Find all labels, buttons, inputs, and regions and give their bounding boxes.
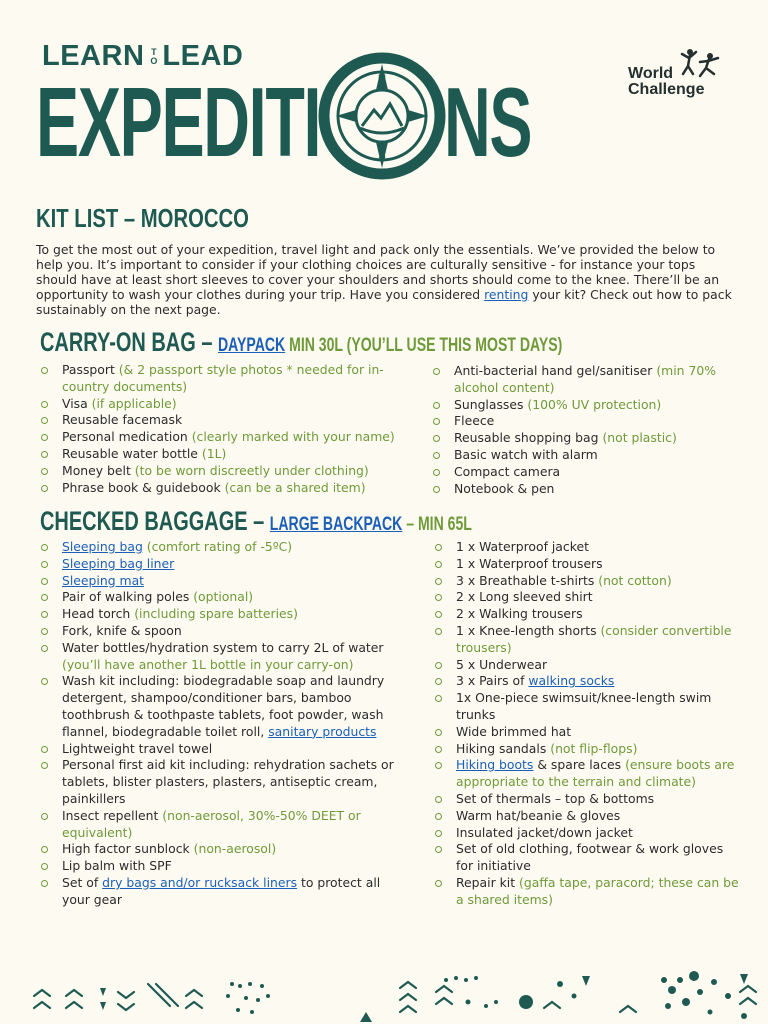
compass-logo-icon [318, 52, 446, 180]
item-text: Lip balm with SPF [62, 858, 172, 874]
carry-on-section-title: CARRY-ON BAG – DAYPACK MIN 30L (YOU’LL USE THIS MOST DAYS) [40, 327, 563, 357]
item-note: (min 70% alcohol content) [454, 363, 717, 395]
carry-on-list-left [40, 362, 410, 496]
list-item [40, 446, 410, 463]
item-text: 1 x Waterproof jacket [456, 539, 589, 554]
item-link[interactable]: dry bags and/or rucksack liners [102, 874, 298, 890]
item-text: Water bottles/hydration system to carry 2L of water [62, 639, 384, 655]
item-text: Reusable facemask [62, 412, 183, 428]
item-text: Money belt [62, 462, 135, 478]
list-item [40, 480, 410, 497]
list-item [40, 463, 410, 480]
renting-link[interactable]: renting [484, 287, 529, 302]
item-text: 1 x Waterproof trousers [456, 555, 603, 571]
item-text: 3 x Breathable t-shirts [456, 572, 599, 588]
item-note: (& 2 passport style photos * needed for in-country documents) [62, 362, 384, 394]
item-text: Fork, knife & spoon [62, 622, 182, 638]
list-item [40, 573, 410, 590]
item-text: Wash kit including: biodegradable soap and laundry detergent, shampoo/conditioner bars, bamboo toothbrush & toothpaste tablets, foot powder, wash flannel, biodegradable toilet roll, [62, 673, 385, 739]
list-item [40, 429, 410, 446]
list-item [432, 481, 742, 498]
item-text: Sunglasses [454, 396, 528, 412]
item-text: Personal medication [62, 429, 192, 445]
compass-n: N [378, 73, 386, 85]
list-item [434, 589, 739, 606]
list-item [432, 464, 742, 481]
item-text: Basic watch with alarm [454, 446, 598, 462]
list-item [40, 640, 410, 674]
item-note: (non-aerosol, 30%-50% DEET or equivalent) [62, 807, 361, 840]
kit-list-title: KIT LIST – MOROCCO [36, 203, 249, 233]
item-text: Set of old clothing, footwear & work gloves for initiative [456, 841, 724, 874]
list-item [434, 657, 739, 674]
list-item [434, 623, 739, 657]
item-text: Reusable water bottle [62, 445, 202, 461]
checked-list-right [434, 539, 739, 909]
item-note: (gaffa tape, paracord; these can be a shared items) [456, 874, 739, 907]
item-text: Notebook & pen [454, 480, 555, 496]
list-item [432, 413, 742, 430]
item-text: 3 x Pairs of [456, 673, 529, 689]
list-item [40, 757, 410, 807]
item-link[interactable]: Sleeping bag [62, 539, 143, 554]
item-text: 1x One-piece swimsuit/knee-length swim trunks [456, 690, 712, 722]
item-text: 5 x Underwear [456, 656, 548, 672]
item-link[interactable]: Sleeping mat [62, 572, 145, 588]
item-text: Anti-bacterial hand gel/sanitiser [454, 363, 657, 378]
list-item [40, 875, 410, 909]
learn-word: LEARN [42, 40, 145, 72]
list-item [40, 741, 410, 758]
item-text: & spare laces [533, 757, 626, 773]
list-item [434, 690, 739, 724]
item-note: (not plastic) [602, 430, 677, 446]
item-text: Pair of walking poles [62, 589, 194, 605]
item-text: Personal first aid kit including: rehydration sachets or tablets, blister plasters, plasters, antiseptic cream, painkillers [62, 757, 394, 806]
decorative-pattern [0, 962, 768, 1024]
item-note: (ensure boots are appropriate to the terrain and climate) [456, 757, 735, 790]
list-item [434, 841, 739, 875]
lead-word: LEAD [162, 40, 244, 72]
item-text: Fleece [454, 413, 495, 429]
item-link[interactable]: Sleeping bag liner [62, 555, 175, 571]
item-text: Hiking sandals [456, 740, 551, 756]
item-note: (1L) [201, 445, 227, 461]
item-link[interactable]: walking socks [528, 673, 615, 689]
item-text: Head torch [62, 606, 135, 622]
list-item [432, 363, 742, 397]
list-item [40, 556, 410, 573]
list-item [40, 539, 410, 556]
item-link[interactable]: Hiking boots [456, 757, 534, 773]
list-item [40, 623, 410, 640]
item-note: (including spare batteries) [134, 606, 298, 622]
item-text: Insect repellent [62, 807, 163, 823]
list-item [40, 808, 410, 842]
list-item [434, 808, 739, 825]
list-item [434, 825, 739, 842]
item-note: (100% UV protection) [527, 396, 662, 412]
list-item [40, 841, 410, 858]
item-note: (can be a shared item) [224, 479, 366, 495]
item-note: (you’ll have another 1L bottle in your carry-on) [62, 656, 354, 672]
item-text: High factor sunblock [62, 841, 194, 857]
list-item [432, 397, 742, 414]
item-note: (optional) [193, 589, 254, 605]
item-text: Set of thermals – top & bottoms [456, 790, 655, 806]
list-item [434, 606, 739, 623]
item-text: Reusable shopping bag [454, 430, 603, 446]
list-item [432, 430, 742, 447]
item-note: (not cotton) [598, 572, 672, 588]
list-item [40, 362, 410, 396]
item-text: to protect all your gear [62, 874, 381, 907]
list-item [40, 589, 410, 606]
intro-paragraph: To get the most out of your expedition, travel light and pack only the essentials. We’ve provided the below to help you. It’s important to consider if your clothing choices are culturally sensitive - for instance your tops should have at least short sleeves to cover your shoulders and shorts should come to the knee. There’ll be an opportunity to wash your clothes during your trip. Have you considered renting your kit? Check out how to pack sustainably on the next page. [36, 242, 732, 317]
to-mark: T O [150, 46, 158, 66]
list-item [434, 875, 739, 909]
item-text: 2 x Walking trousers [456, 606, 583, 622]
list-item [434, 539, 739, 556]
checked-list-left [40, 539, 410, 909]
item-text: Phrase book & guidebook [62, 479, 225, 495]
list-item [434, 573, 739, 590]
list-item [432, 447, 742, 464]
list-item [40, 606, 410, 623]
item-text: Passport [62, 362, 119, 377]
item-text: Repair kit [456, 874, 520, 890]
item-note: (consider convertible trousers) [456, 622, 732, 655]
list-item [434, 673, 739, 690]
item-note: (to be worn discreetly under clothing) [134, 462, 369, 478]
large-backpack-link[interactable]: LARGE BACKPACK [269, 514, 403, 535]
list-item [434, 791, 739, 808]
item-text: Insulated jacket/down jacket [456, 824, 633, 840]
carry-on-list-right [432, 363, 742, 497]
item-text: Wide brimmed hat [456, 723, 572, 739]
compass-s: S [378, 150, 386, 162]
item-text: 1 x Knee-length shorts [456, 622, 601, 638]
item-note: (comfort rating of -5ºC) [142, 539, 293, 554]
item-text: Warm hat/beanie & gloves [456, 807, 621, 823]
item-text: Visa [62, 395, 92, 411]
list-item [40, 673, 410, 740]
checked-baggage-section-title: CHECKED BAGGAGE – LARGE BACKPACK – MIN 65L [40, 506, 472, 536]
item-text: Lightweight travel towel [62, 740, 213, 756]
list-item [40, 396, 410, 413]
list-item [40, 412, 410, 429]
list-item [434, 741, 739, 758]
world-challenge-logo [628, 46, 728, 102]
list-item [434, 556, 739, 573]
item-note: (not flip-flops) [550, 740, 638, 756]
list-item [434, 724, 739, 741]
item-note: (if applicable) [91, 395, 177, 411]
item-text: Compact camera [454, 463, 561, 479]
item-link[interactable]: sanitary products [268, 723, 377, 739]
item-note: (clearly marked with your name) [191, 429, 395, 445]
item-text: Set of [62, 874, 103, 890]
list-item [434, 757, 739, 791]
item-note: (non-aerosol) [193, 841, 277, 857]
expeditions-title-start: EXPEDITI [36, 67, 321, 177]
daypack-link[interactable]: DAYPACK [217, 335, 286, 356]
list-item [40, 858, 410, 875]
item-text: 2 x Long sleeved shirt [456, 589, 593, 605]
brand-name: World Challenge [628, 65, 705, 98]
expeditions-title-end: NS [444, 67, 532, 177]
